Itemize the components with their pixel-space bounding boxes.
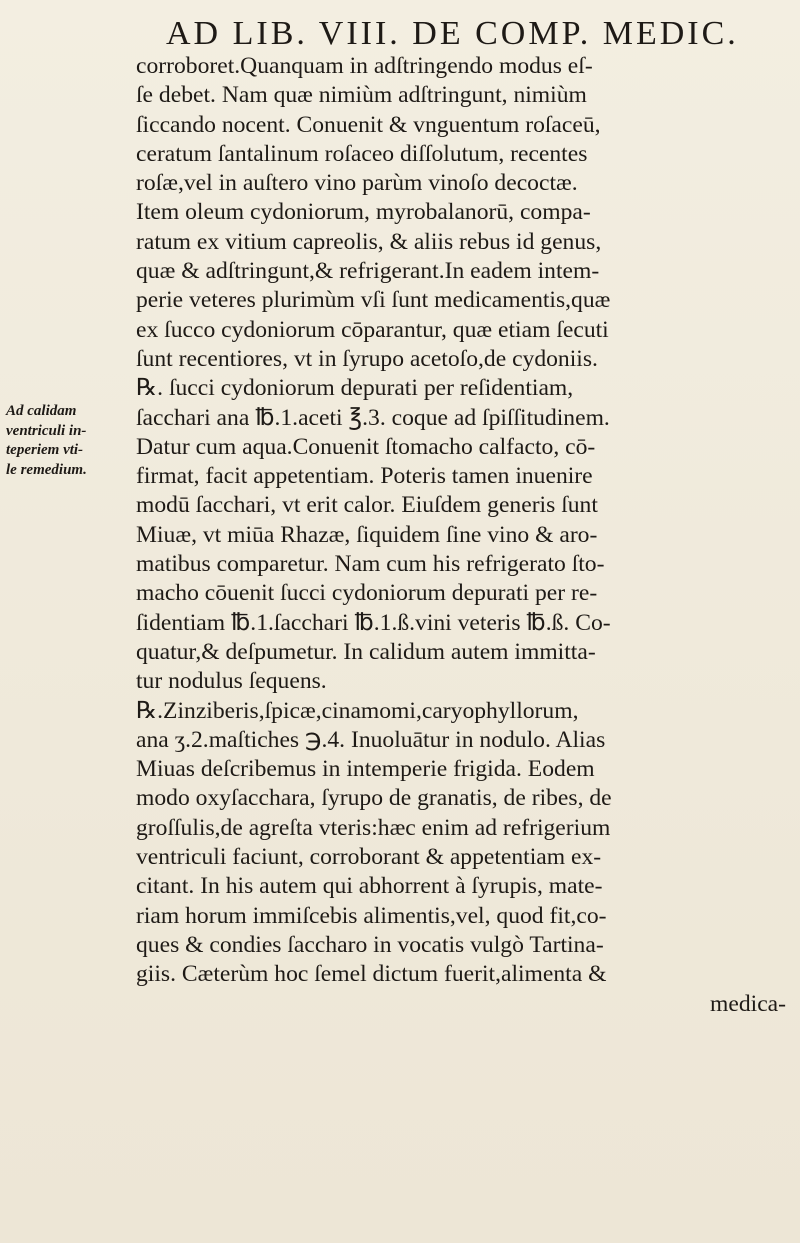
text-line: ſiccando nocent. Conuenit & vnguentum roſaceū, [136,111,601,138]
text-line: Miuæ, vt miūa Rhazæ, ſiquidem ſine vino & aro- [136,521,598,548]
text-line: quatur,& deſpumetur. In calidum autem immitta- [136,638,596,665]
text-line: groſſulis,de agreſta vteris:hæc enim ad refrigerium [136,814,611,841]
catchword: medica- [710,990,786,1017]
text-line: ℞.Zinziberis,ſpicæ,cinamomi,caryophyllorum, [136,697,579,724]
marginal-note-line: le remedium. [6,461,87,478]
text-line: ex ſucco cydoniorum cōparantur, quæ etiam ſecuti [136,316,609,343]
text-line: Miuas deſcribemus in intemperie frigida. Eodem [136,756,595,783]
text-line: firmat, facit appetentiam. Poteris tamen inuenire [136,463,593,490]
text-line: tur nodulus ſequens. [136,668,327,695]
text-line: ſunt recentiores, vt in ſyrupo acetoſo,de cydoniis. [136,345,598,372]
text-line: corroboret.Quanquam in adſtringendo modus eſ- [136,53,593,79]
marginal-note-line: ventriculi in- [6,422,87,439]
marginal-note [6,402,136,480]
body-text [136,52,796,1019]
text-line: ana ʒ.2.maſtiches ℈.4. Inuoluātur in nodulo. Alias [136,726,606,753]
text-line: modo oxyſacchara, ſyrupo de granatis, de ribes, de [136,785,612,812]
text-line: ſidentiam ℔.1.ſacchari ℔.1.ß.vini veteris ℔.ß. Co- [136,609,611,636]
text-line: ceratum ſantalinum roſaceo diſſolutum, recentes [136,140,588,167]
text-line: ques & condies ſaccharo in vocatis vulgò Tartina- [136,931,604,958]
text-line: ℞. ſucci cydoniorum depurati per reſidentiam, [136,375,574,402]
text-line: Item oleum cydoniorum, myrobalanorū, compa- [136,199,591,226]
text-line: quæ & adſtringunt,& refrigerant.In eadem intem- [136,258,600,285]
text-line: macho cōuenit ſucci cydoniorum depurati per re- [136,580,598,607]
text-line: perie veteres plurimùm vſi ſunt medicamentis,quæ [136,287,611,314]
running-header: AD LIB. VIII. DE COMP. MEDIC. [166,15,739,52]
marginal-note-line: teperiem vti- [6,442,84,458]
text-line: Datur cum aqua.Conuenit ſtomacho calfacto, cō- [136,433,596,460]
text-line: modū ſacchari, vt erit calor. Eiuſdem generis ſunt [136,492,598,519]
text-line: matibus comparetur. Nam cum his refrigerato ſto- [136,551,605,578]
text-line: citant. In his autem qui abhorrent à ſyrupis, mate- [136,873,603,900]
text-line: roſæ,vel in auſtero vino parùm vinoſo decoctæ. [136,170,578,197]
text-line: ventriculi faciunt, corroborant & appetentiam ex- [136,844,602,871]
text-line: ſe debet. Nam quæ nimiùm adſtringunt, nimiùm [136,82,587,109]
text-line: riam horum immiſcebis alimentis,vel, quod fit,co- [136,902,607,929]
marginal-note-line: Ad calidam [6,403,77,419]
text-line: ſacchari ana ℔.1.aceti ℥.3. coque ad ſpiſſitudinem. [136,404,610,431]
text-line: ratum ex vitium capreolis, & aliis rebus id genus, [136,228,602,255]
text-line: giis. Cæterùm hoc ſemel dictum fuerit,alimenta & [136,961,607,988]
